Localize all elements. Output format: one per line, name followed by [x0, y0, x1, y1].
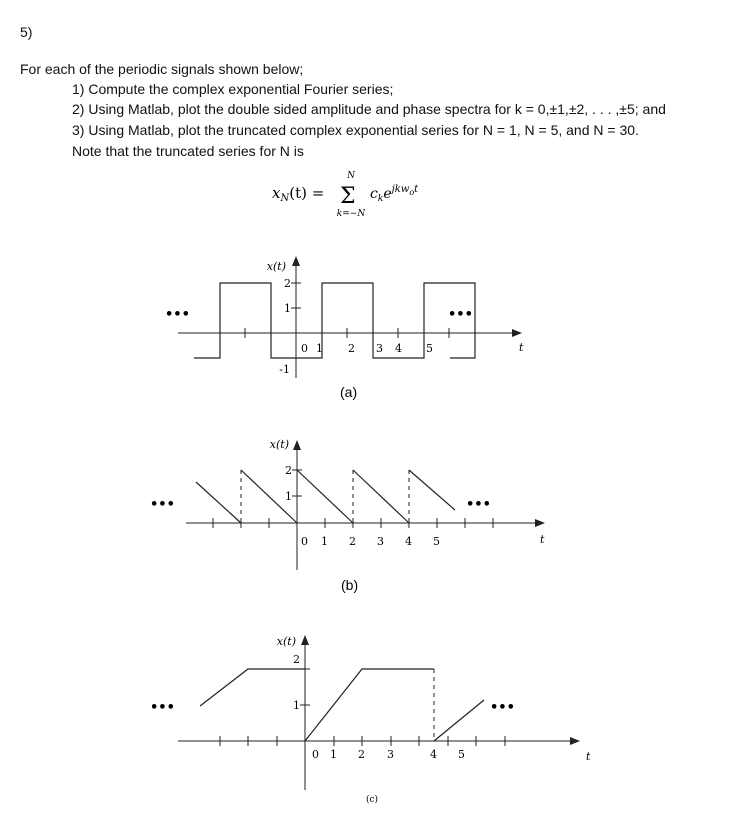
fig-c-xtick: 5: [458, 748, 465, 761]
fig-a-xtick: 0: [301, 342, 308, 355]
eq-lhs-arg: (t) =: [289, 184, 325, 202]
eq-term-exp: jkw: [391, 184, 410, 195]
fig-a-xtick: 3: [376, 342, 383, 355]
question-number: 5): [20, 24, 33, 40]
fig-a-xtick: 4: [395, 342, 402, 355]
fig-a-arrow-icon: [512, 329, 522, 337]
fig-a-caption: (a): [340, 384, 358, 400]
task-item-1: 1) Compute the complex exponential Fourier series;: [72, 81, 394, 97]
note-text: Note that the truncated series for N is: [72, 143, 304, 159]
eq-term-exp-tail: t: [414, 184, 419, 195]
truncated-series-equation: [272, 171, 419, 219]
fig-a-xtick: 1: [316, 342, 323, 355]
fig-a-ylabel: x(t): [266, 260, 286, 273]
eq-term-base: e: [383, 186, 392, 202]
fig-c-continuation-left: •••: [150, 700, 175, 715]
task-item-3: 3) Using Matlab, plot the truncated complex exponential series for N = 1, N = 5, and N = 30.: [72, 122, 639, 138]
fig-b-arrow-icon: [535, 519, 545, 527]
fig-b-continuation-left: •••: [150, 497, 175, 512]
fig-c-caption: (c): [366, 795, 379, 805]
sigma-icon: Σ: [340, 184, 356, 209]
eq-lhs: x: [272, 184, 281, 202]
eq-term-exp-sub: o: [409, 188, 415, 197]
fig-c-ytick: 2: [293, 653, 300, 666]
figure-c: [150, 635, 591, 805]
fig-a-xlabel: t: [519, 341, 524, 354]
fig-a-continuation-left: •••: [165, 307, 190, 322]
eq-lhs-sub: N: [280, 193, 290, 204]
fig-a-ytick: -1: [279, 363, 290, 376]
svg-text:ckejkwot: [370, 184, 419, 204]
fig-b-xtick: 0: [301, 535, 308, 548]
fig-b-ytick: 1: [285, 490, 292, 503]
fig-c-ylabel: x(t): [276, 635, 296, 648]
fig-b-ylabel: x(t): [269, 438, 289, 451]
fig-b-caption: (b): [341, 577, 359, 593]
task-item-2: 2) Using Matlab, plot the double sided amplitude and phase spectra for k = 0,±1,±2, . . . ,±5; and: [72, 101, 666, 117]
fig-b-xtick: 5: [433, 535, 440, 548]
fig-c-xtick: 0: [312, 748, 319, 761]
fig-a-ytick: 2: [284, 277, 291, 290]
sum-upper-limit: N: [347, 171, 355, 181]
fig-c-arrow-icon: [301, 635, 309, 645]
fig-c-xtick: 2: [358, 748, 365, 761]
fig-a-xtick: 2: [348, 342, 355, 355]
figure-a: [165, 256, 524, 400]
svg-text:xN(t) =: [272, 184, 324, 204]
fig-c-signal: [200, 669, 484, 741]
fig-a-xtick: 5: [426, 342, 433, 355]
question-intro: For each of the periodic signals shown below;: [20, 61, 304, 77]
fig-b-xtick: 3: [377, 535, 384, 548]
fig-b-signal: [196, 470, 455, 523]
fig-c-arrow-icon: [570, 737, 580, 745]
fig-b-xtick: 2: [349, 535, 356, 548]
fig-c-xtick: 1: [330, 748, 337, 761]
fig-a-arrow-icon: [292, 256, 300, 266]
eq-term-sub: k: [377, 194, 384, 204]
figure-b: [150, 438, 545, 593]
fig-c-continuation-right: •••: [490, 700, 515, 715]
eq-term: c: [370, 186, 378, 202]
fig-a-continuation-right: •••: [448, 307, 473, 322]
fig-b-continuation-right: •••: [466, 497, 491, 512]
fig-a-ytick: 1: [284, 302, 291, 315]
fig-b-xtick: 4: [405, 535, 412, 548]
fig-b-xtick: 1: [321, 535, 328, 548]
fig-b-xlabel: t: [540, 533, 545, 546]
sum-lower-limit: k=−N: [336, 209, 366, 219]
fig-c-ytick: 1: [293, 699, 300, 712]
fig-c-xtick: 4: [430, 748, 437, 761]
fig-b-ytick: 2: [285, 464, 292, 477]
fig-c-xtick: 3: [387, 748, 394, 761]
fig-b-arrow-icon: [293, 440, 301, 450]
fig-c-xlabel: t: [586, 750, 591, 763]
